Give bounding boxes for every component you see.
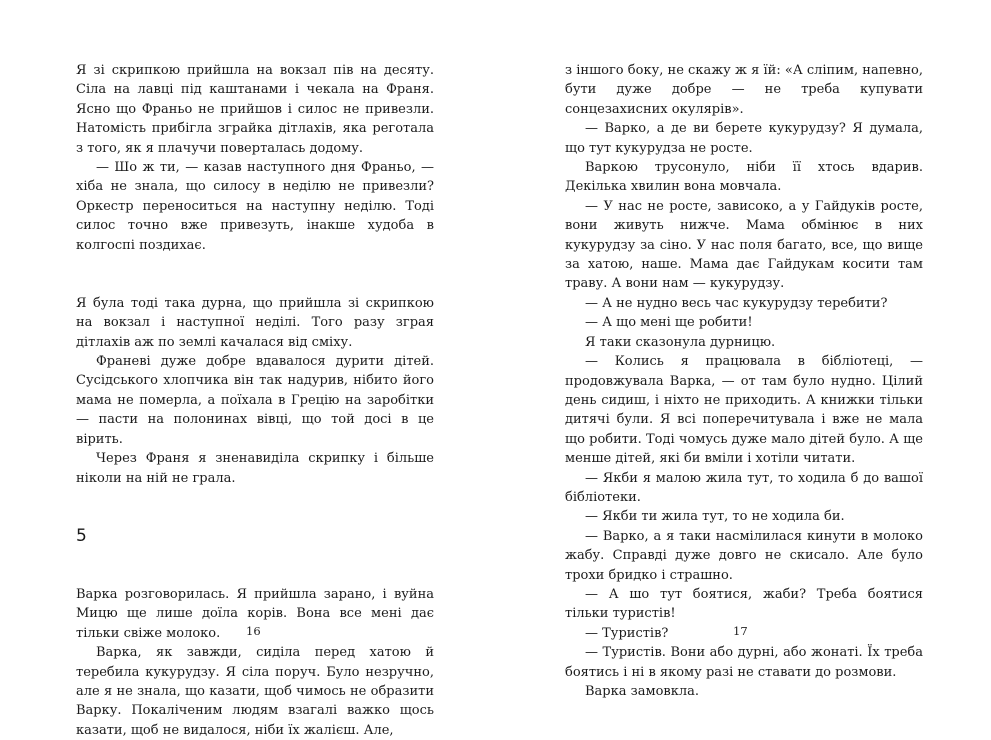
paragraph: — Варко, а де ви берете кукурудзу? Я думала, що тут кукурудза не росте. [565, 121, 923, 156]
paragraph: — А шо тут боятися, жаби? Треба боятися тільки туристів! [565, 586, 923, 622]
paragraph: — Туристів? [585, 625, 669, 641]
paragraph: — Варко, а я таки насмілилася кинути в молоко жабу. Справді дуже довго не скисало. Але було трохи бридко і страшно. [565, 528, 923, 583]
paragraph: Варка замовкла. [585, 684, 699, 699]
right-page [496, 0, 991, 699]
paragraph: Варка, як завжди, сиділа перед хатою й теребила кукурудзу. Я сіла поруч. Було незручно, але я не знала, що казати, щоб чимось не образити Варку. Покаліченим людям взагалі важко щось казати, щоб не видалося, ніби їх жалієш. Але, [76, 645, 434, 738]
paragraph-continuation: з іншого боку, не скажу ж я їй: «А сліпим, напевно, бути дуже добре — не треба купувати сонцезахисних окулярів». [565, 63, 923, 117]
paragraph: Я зі скрипкою прийшла на вокзал пів на десяту. Сіла на лавці під каштанами і чекала на Франя. Ясно що Франьо не прийшов і силос не привезли. Натомість прибігла зграйка дітлахів, яка реготала з того, як я плачучи поверталась додому. [76, 63, 434, 156]
paragraph: Франеві дуже добре вдавалося дурити дітей. Сусідського хлопчика він так надурив, нібито його мама не померла, а поїхала в Грецію на заробітки — пасти на полонинах вівці, що той досі в це вірить. [76, 354, 434, 447]
section-break [76, 255, 434, 294]
paragraph: Я таки сказонула дурницю. [585, 334, 776, 350]
paragraph: Варка розговорилась. Я прийшла зарано, і вуйна Мицю ще лише доїла корів. Вона все мені дає тільки свіже молоко. [76, 586, 434, 641]
chapter-number: 5 [76, 525, 87, 546]
paragraph: Я була тоді така дурна, що прийшла зі скрипкою на вокзал і наступної неділі. Того разу зграя дітлахів аж по землі качалася від сміху. [76, 295, 434, 350]
paragraph: — Якби ти жила тут, то не ходила би. [585, 509, 845, 525]
page-number: 17 [733, 624, 748, 638]
section-break [76, 488, 434, 527]
page-number: 16 [246, 624, 261, 638]
paragraph: — У нас не росте, зависоко, а у Гайдуків росте, вони живуть нижче. Мама обмінює в них кукурудзу за сіно. У нас поля багато, все, що вище за хатою, наше. Мама дає Гайдукам косити там траву. А вони нам — кукурудзу. [565, 198, 923, 292]
left-page [0, 0, 495, 738]
paragraph: — А не нудно весь час кукурудзу теребити? [585, 295, 888, 311]
paragraph: — Шо ж ти, — казав наступного дня Франьо, — хіба не знала, що силосу в неділю не привезли? Оркестр переноситься на наступну неділю. Тоді силос точно вже привезуть, інакше худоба в колгоспі поздихає. [76, 160, 434, 253]
chapter-spacing [76, 546, 434, 585]
left-text-column [76, 61, 434, 740]
right-text-column [565, 61, 923, 701]
paragraph: — Туристів. Вони або дурні, або жонаті. Їх треба боятись і ні в якому разі не ставати до розмови. [565, 645, 923, 680]
paragraph: Варкою трусонуло, ніби її хтось вдарив. Декілька хвилин вона мовчала. [565, 160, 923, 195]
paragraph: — А що мені ще робити! [585, 315, 753, 331]
paragraph: — Якби я малою жила тут, то ходила б до вашої бібліотеки. [565, 470, 923, 505]
paragraph: — Колись я працювала в бібліотеці, — продовжувала Варка, — от там було нудно. Цілий день сидиш, і ніхто не приходить. А книжки тільки дитячі були. Я всі поперечитувала і вже не мала що робити. Тоді чомусь дуже мало дітей було. А ще менше дітей, які би вміли і хотіли читати. [565, 354, 923, 467]
paragraph: Через Франя я зненавиділа скрипку і більше ніколи на ній не грала. [76, 451, 434, 486]
